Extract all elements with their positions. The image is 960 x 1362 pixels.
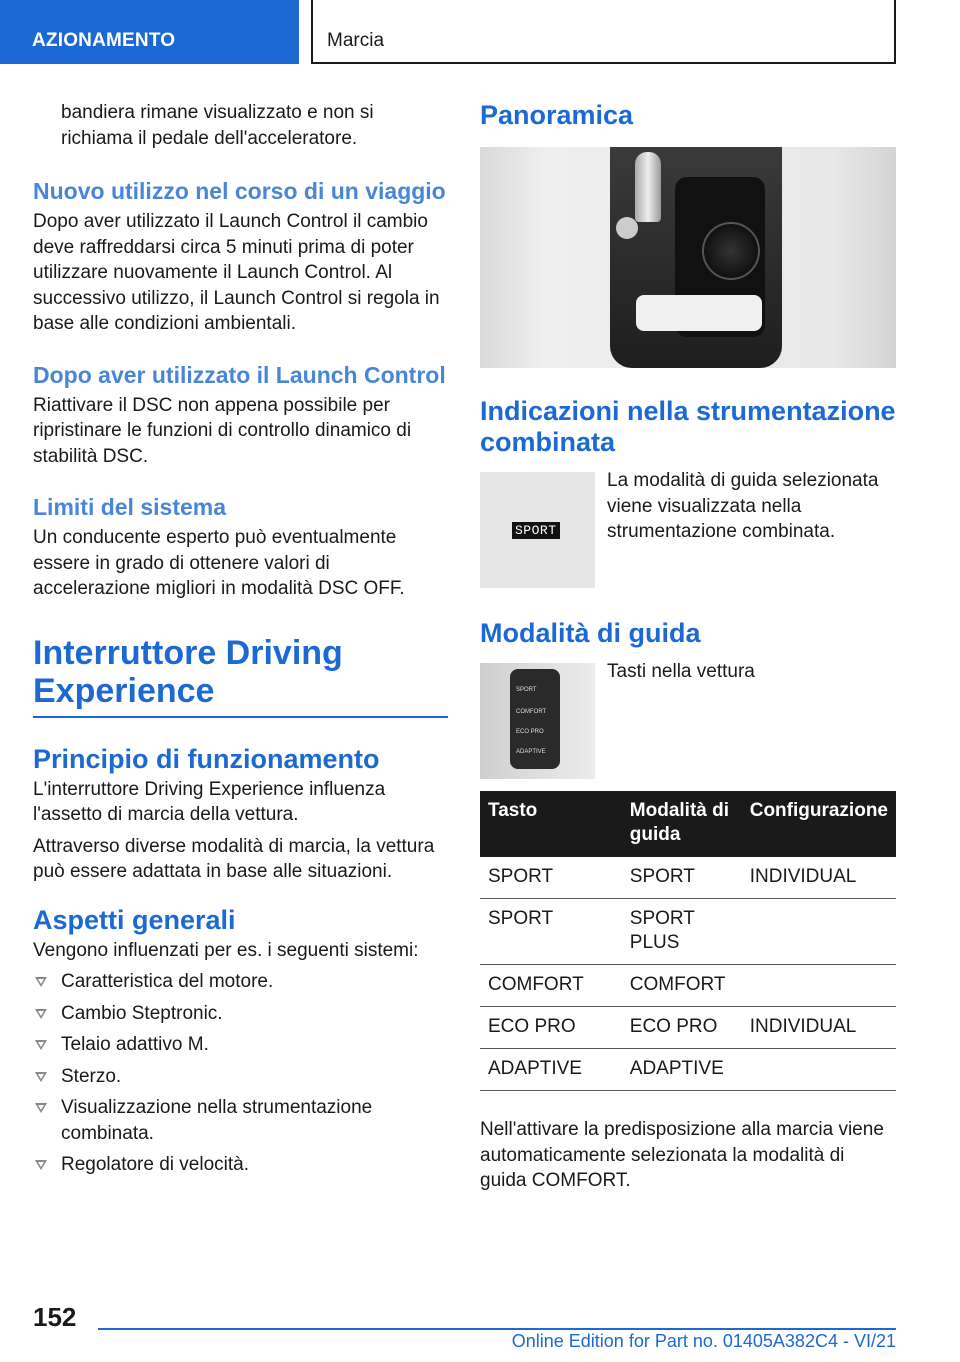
- heading-overview: Panoramica: [480, 100, 634, 130]
- text-after-launch: Riattivare il DSC non appena possibile per ripristinare le funzioni di controllo dinamico di stabilità DSC.: [33, 394, 412, 467]
- col-header-config: Configurazione: [742, 791, 896, 857]
- bullet-triangle-icon: [35, 1103, 47, 1113]
- main-heading: Interruttore Driving Experience: [33, 634, 448, 718]
- footer-divider: [98, 1328, 896, 1330]
- text-display: La modalità di guida selezionata viene visualizzata nella strumentazione combinata.: [607, 470, 879, 542]
- cluster-display-image: [480, 472, 595, 588]
- heading-after-launch: Dopo aver utilizzato il Launch Control: [33, 361, 446, 388]
- table-header-row: [480, 791, 896, 857]
- bullet-triangle-icon: [35, 977, 47, 987]
- page-number: 152: [33, 1302, 77, 1332]
- heading-general: Aspetti generali: [33, 904, 236, 935]
- controller-knob: [702, 222, 760, 280]
- btn-label-adaptive: ADAPTIVE: [516, 749, 546, 755]
- btn-label-eco-pro: ECO PRO: [516, 729, 544, 735]
- list-item: Telaio adattivo M.: [33, 1032, 448, 1058]
- sport-badge: SPORT: [512, 522, 560, 539]
- heading-modes: Modalità di guida: [480, 618, 701, 648]
- table-row: ECO PRO ECO PRO INDIVIDUAL: [480, 1007, 896, 1049]
- bullet-triangle-icon: [35, 1040, 47, 1050]
- heading-principle: Principio di funzionamento: [33, 743, 380, 774]
- bullet-triangle-icon: [35, 1072, 47, 1082]
- center-console-image: [480, 147, 896, 368]
- btn-label-comfort: COMFORT: [516, 709, 547, 715]
- right-column: [480, 100, 896, 1194]
- text-limits: Un conducente esperto può eventualmente essere in grado di ottenere valori di accelerazione migliori in modalità DSC OFF.: [33, 527, 405, 599]
- display-row: [480, 472, 896, 588]
- systems-list: [33, 969, 448, 1178]
- intro-text: bandiera rimane visualizzato e non si richiama il pedale dell'acceleratore.: [61, 102, 374, 149]
- table-row: COMFORT COMFORT: [480, 965, 896, 1007]
- text-principle-1: L'interruttore Driving Experience influenza l'assetto di marcia della vettura.: [33, 778, 386, 825]
- text-general: Vengono influenzati per es. i seguenti sistemi:: [33, 939, 419, 961]
- section-tab: AZIONAMENTO: [0, 0, 299, 64]
- text-final: Nell'attivare la predisposizione alla marcia viene automaticamente selezionata la modalità di guida COMFORT.: [480, 1119, 884, 1191]
- table-row: SPORT SPORT PLUS: [480, 899, 896, 965]
- modes-row: [480, 663, 896, 779]
- bullet-triangle-icon: [35, 1160, 47, 1170]
- heading-display: Indicazioni nella strumentazione combinata: [480, 396, 896, 457]
- heading-limits: Limiti del sistema: [33, 494, 227, 520]
- modes-table: [480, 791, 896, 1091]
- col-header-key: Tasto: [480, 791, 622, 857]
- text-modes: Tasti nella vettura: [607, 661, 755, 682]
- gear-selector-lever: [635, 152, 661, 222]
- list-item: Sterzo.: [33, 1064, 448, 1090]
- list-item: Visualizzazione nella strumentazione combinata.: [33, 1095, 448, 1146]
- heading-reuse: Nuovo utilizzo nel corso di un viaggio: [33, 178, 446, 204]
- table-row: ADAPTIVE ADAPTIVE: [480, 1049, 896, 1091]
- start-stop-button: [616, 217, 638, 239]
- list-item: Regolatore di velocità.: [33, 1152, 448, 1178]
- edition-text: Online Edition for Part no. 01405A382C4 - VI/21: [511, 1331, 896, 1351]
- list-item: Cambio Steptronic.: [33, 1001, 448, 1027]
- palm-rest: [636, 295, 762, 331]
- col-header-mode: Modalità di guida: [622, 791, 742, 857]
- chapter-title: Marcia: [311, 0, 896, 64]
- btn-label-sport: SPORT: [516, 687, 537, 693]
- bullet-triangle-icon: [35, 1009, 47, 1019]
- mode-buttons-image: [480, 663, 595, 779]
- list-item: Caratteristica del motore.: [33, 969, 448, 995]
- text-reuse: Dopo aver utilizzato il Launch Control il cambio deve raffreddarsi circa 5 minuti prima di poter utilizzare nuovamente il Launch Control. Al successivo utilizzo, il Launch Control si regola in base alle condizioni ambientali.: [33, 211, 440, 334]
- left-column: [33, 100, 448, 1178]
- table-row: SPORT SPORT INDIVIDUAL: [480, 857, 896, 899]
- text-principle-2: Attraverso diverse modalità di marcia, la vettura può essere adattata in base alle situazioni.: [33, 835, 435, 882]
